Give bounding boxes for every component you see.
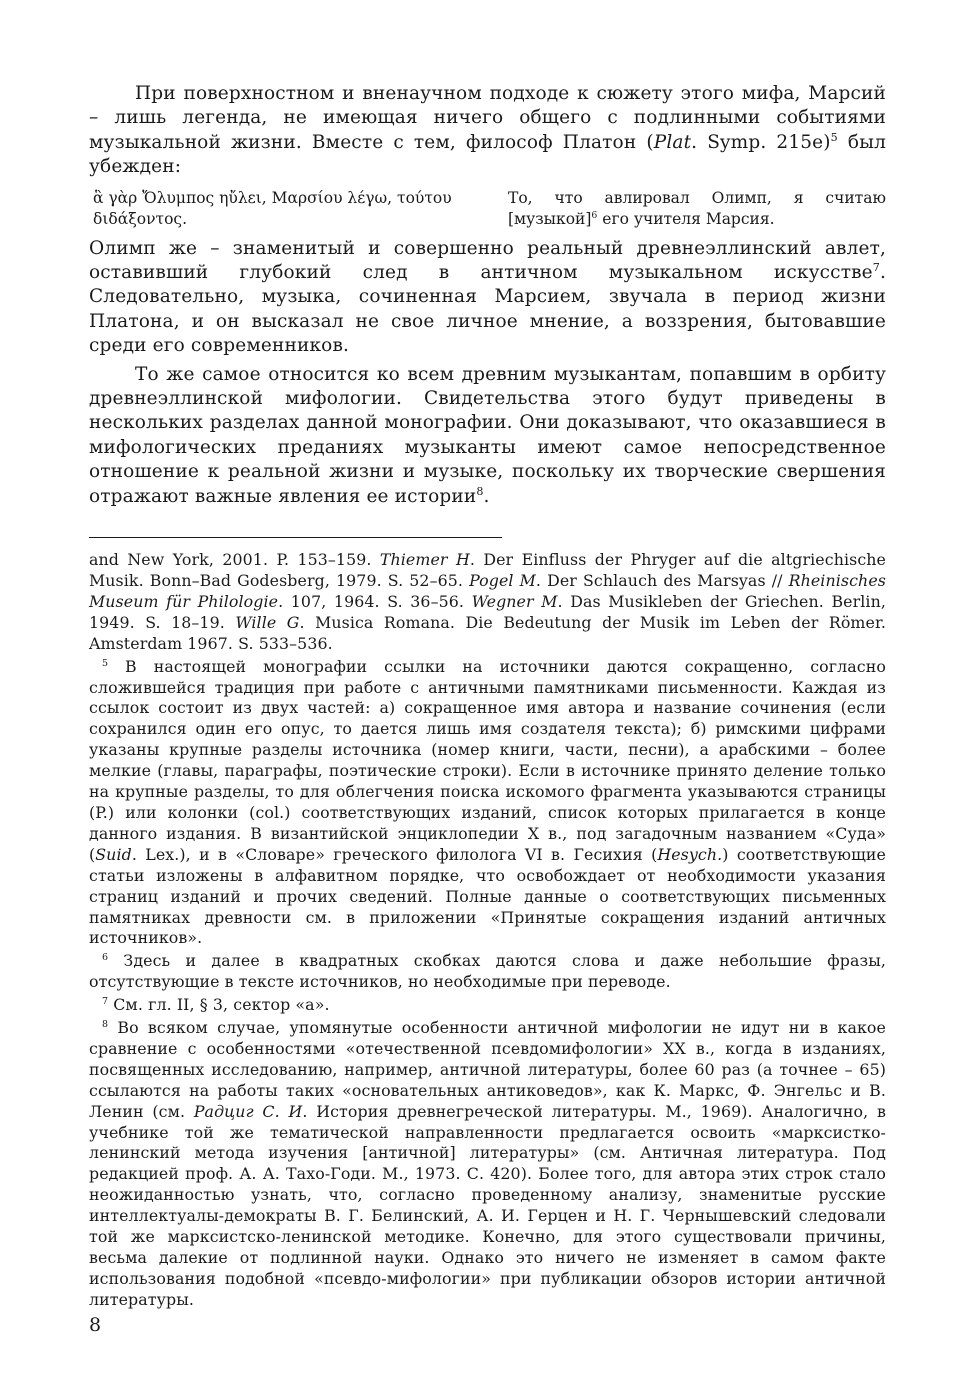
author-italic: Thiemer H: [379, 550, 470, 570]
page-number: 8: [89, 1314, 102, 1336]
footnote-ref-5[interactable]: 5: [830, 130, 838, 144]
text-span: В настоящей монографии ссылки на источники даются сокращенно, согласно сложившейся традиция при работе с античными памятниками письменности. Каждая из ссылок состоит из двух частей: а) сокращенное имя автора и название сочинения (если сохранился один его опус, то дается лишь имя создателя текста); б) римскими цифрами указаны крупные разделы источника (номер книги, части, песни), а арабскими – более мелкие (главы, параграфы, поэтические строки). Если в источнике принято деление только на крупные разделы, то для облегчения поиска искомого фрагмента указываются страницы (P.) или колонки (col.) соответствующих изданий, список которых прилагается в конце данного издания. В византийской энциклопедии X в., под загадочным названием «Суда» (: [89, 656, 886, 864]
text-span: См. гл. II, § 3, сектор «а».: [108, 995, 330, 1015]
text-span: его учителя Марсия.: [597, 210, 775, 229]
text-span: . Der Einfluss der Phryger auf die altgriechische Musik. Bonn–Bad Godesberg, 1979. S. 52–65.: [89, 550, 886, 590]
paragraph-2: [89, 237, 886, 359]
text-span: . Das Musikleben der Griechen. Berlin, 1949. S. 18–19.: [89, 591, 886, 632]
author-italic: Pogel M: [469, 571, 536, 590]
footnote-ref-6[interactable]: 6: [591, 210, 598, 222]
author-italic: Wille G: [235, 612, 300, 632]
text-span: . 107, 1964. S. 36–56.: [278, 591, 472, 611]
footnote-number: 7: [102, 995, 109, 1007]
text-span: . Symp. 215e): [691, 131, 831, 153]
footnotes: [89, 550, 886, 1311]
paragraph-3: [89, 363, 886, 509]
footnote-8: [89, 1018, 886, 1311]
main-text: [89, 82, 886, 509]
footnote-number: 5: [102, 657, 109, 669]
footnote-7: [89, 995, 886, 1016]
footnote-divider: [89, 537, 502, 538]
author-italic: Радциг С. И: [193, 1101, 303, 1121]
quote-translation: [508, 188, 886, 231]
text-span: .: [483, 485, 490, 507]
text-span: . Следовательно, музыка, сочиненная Марсием, звучала в период жизни Платона, и он высказал не свое личное мнение, а воззрения, бытовавшие среди его современников.: [89, 262, 886, 357]
text-span: Во всяком случае, упомянутые особенности античной мифологии не идут ни в какое сравнение с особенностями «отечественной псевдомифологии» XX в., когда в изданиях, посвященных исследованию, например, античной литературы, более 60 раз (а точнее – 65) ссылаются на работы таких «основательных антиковедов», как К. Маркс, Ф. Энгельс и В. Ленин (см.: [89, 1018, 886, 1121]
text-span: Здесь и далее в квадратных скобках даются слова и даже небольшие фразы, отсутствующие в тексте источников, но необходимые при переводе.: [89, 951, 886, 992]
footnote-6: [89, 951, 886, 993]
page-body: [89, 82, 886, 1311]
text-span: При поверхностном и вненаучном подходе к сюжету этого мифа, Марсий – лишь легенда, не имеющая ничего общего с подлинными событиями музыкальной жизни. Вместе с тем, философ Платон (: [89, 83, 886, 153]
text-span: Олимп же – знаменитый и совершенно реальный древнеэллинский авлет, оставивший глубокий след в античном музыкальном искусстве: [89, 237, 886, 284]
text-span: был убежден:: [89, 131, 886, 178]
paragraph-1: [89, 82, 886, 180]
footnote-number: 8: [102, 1018, 109, 1030]
text-span: . Lex.), и в «Словаре» греческого филолога VI в. Гесихия (: [131, 844, 658, 864]
text-span: . Musica Romana. Die Bedeutung der Musik im Leben der Römer. Amsterdam 1967. S. 533–536.: [89, 612, 886, 653]
source-italic: Hesych.: [657, 844, 723, 864]
greek-quote: ἃ γὰρ Ὄλυμπος ηὔλει, Μαρσίου λέγω, τούτου διδάξοντος.: [93, 188, 452, 229]
author-italic: Wegner M: [471, 591, 558, 611]
text-span: . Der Schlauch des Marsyas //: [535, 571, 789, 590]
quote-block: [89, 188, 886, 231]
text-span: ) соответствующие статьи изложены в алфавитном порядке, что освобождает от необходимости указания страниц изданий и прочих сведений. Полные данные о соответствующих письменных памятниках древности см. в приложении «Принятые сокращения изданий античных источников».: [89, 844, 886, 948]
citation-italic: Plat: [653, 131, 692, 153]
journal-italic: Rheinisches Museum für Philologie: [89, 571, 886, 611]
footnote-ref-8[interactable]: 8: [476, 484, 484, 498]
text-span: . История древнегреческой литературы. М., 1969). Аналогично, в учебнике той же тематической направленности предлагается освоить «марксистко-ленинский метода изучения [античной] литературы» (см. Античная литература. Под редакцией проф. А. А. Тахо-Годи. М., 1973. С. 420). Более того, для автора этих строк стало неожиданностью узнать, что, согласно проведенному анализу, знаменитые русские интеллектуалы-демократы В. Г. Белинский, А. И. Герцен и Н. Г. Чернышевский следовали той же марксистско-ленинской методике. Конечно, для этого существовали причины, весьма далекие от подлинной науки. Однако это ничего не изменяет в самом факте использования подобной «псевдо-мифологии» при публикации обзоров истории античной литературы.: [89, 1101, 886, 1309]
text-span: То, что авлировал Олимп, я считаю [музыкой]: [508, 188, 886, 229]
footnote-5: [89, 657, 886, 950]
footnote-continuation: [89, 550, 886, 655]
source-italic: Suid: [95, 844, 132, 864]
footnote-ref-7[interactable]: 7: [872, 260, 880, 274]
text-span: and New York, 2001. P. 153–159.: [89, 550, 380, 570]
text-span: То же самое относится ко всем древним музыкантам, попавшим в орбиту древнеэллинской мифологии. Свидетельства этого будут приведены в нескольких разделах данной монографии. Они доказывают, что оказавшиеся в мифологических преданиях музыканты имеют самое непосредственное отношение к реальной жизни и музыке, поскольку их творческие свершения отражают важные явления ее истории: [89, 363, 886, 507]
footnote-number: 6: [102, 952, 109, 964]
